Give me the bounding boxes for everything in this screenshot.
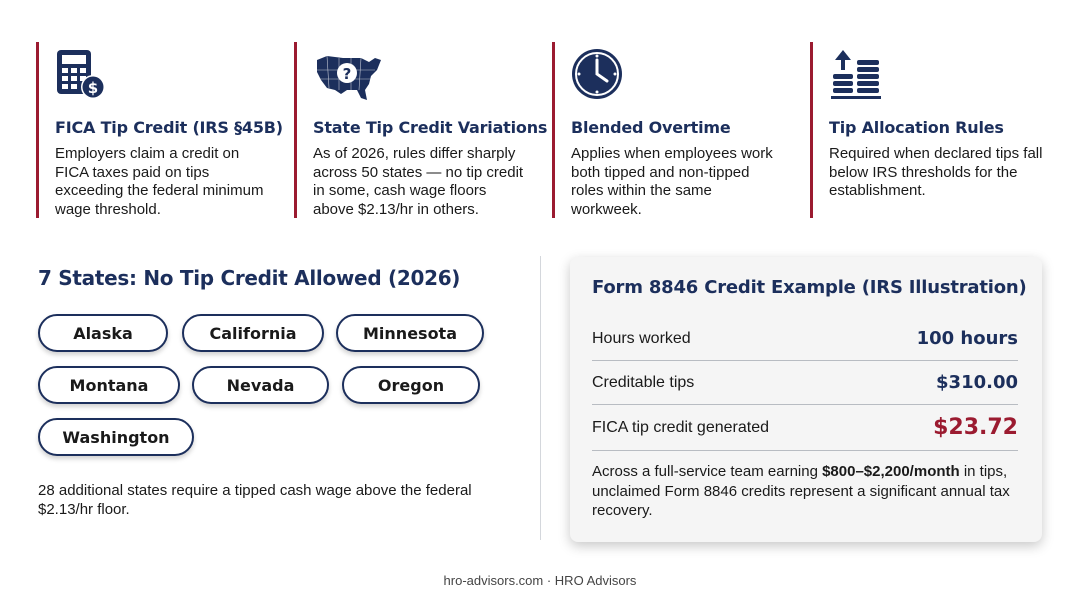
card-text: Applies when employees work both tipped and non-tipped roles within the same workweek. xyxy=(571,145,773,218)
row-value: 100 hours xyxy=(916,328,1018,349)
row-label: FICA tip credit generated xyxy=(592,418,769,436)
panel-note-text-end: in tips, unclaimed Form 8846 credits represent a significant annual tax recovery. xyxy=(592,463,1010,519)
row-label: Hours worked xyxy=(592,329,691,347)
card-text: Required when declared tips fall below IRS thresholds for the establishment. xyxy=(829,145,1043,199)
row-value-highlight: $23.72 xyxy=(933,415,1018,440)
us-map-question-icon xyxy=(313,48,377,108)
additional-states-note: 28 additional states require a tipped cash wage above the federal $2.13/hr floor. xyxy=(38,482,472,518)
calculator-dollar-icon xyxy=(55,48,119,108)
row-label: Creditable tips xyxy=(592,373,695,391)
no-tip-credit-title: 7 States: No Tip Credit Allowed (2026) xyxy=(38,266,461,290)
card-text: As of 2026, rules differ sharply across 50 states — no tip credit in some, cash wage floors above $2.13/hr in others. xyxy=(313,145,524,218)
state-pill: California xyxy=(182,314,324,352)
svg-text:?: ? xyxy=(342,65,352,83)
panel-note xyxy=(592,462,1024,521)
row-value: $310.00 xyxy=(936,372,1018,393)
section-divider xyxy=(540,256,541,540)
card-title: Tip Allocation Rules xyxy=(829,118,1004,137)
example-row-credit xyxy=(592,405,1018,451)
example-row-hours xyxy=(592,317,1018,361)
panel-note-text: Across a full-service team earning xyxy=(592,463,823,480)
card-fica-tip-credit xyxy=(36,42,283,218)
state-pill: Alaska xyxy=(38,314,168,352)
card-text: Employers claim a credit on FICA taxes paid on tips exceeding the federal minimum wage threshold. xyxy=(55,145,264,218)
card-title: State Tip Credit Variations xyxy=(313,118,548,137)
svg-text:$: $ xyxy=(87,79,99,97)
card-title: Blended Overtime xyxy=(571,118,731,137)
state-pill: Nevada xyxy=(192,366,329,404)
card-tip-allocation xyxy=(810,42,1050,218)
state-pill: Washington xyxy=(38,418,194,456)
form-8846-example-panel xyxy=(570,257,1042,542)
state-pill: Minnesota xyxy=(336,314,484,352)
card-blended-overtime xyxy=(552,42,792,218)
feature-cards xyxy=(36,42,1056,218)
state-pill: Montana xyxy=(38,366,180,404)
panel-title: Form 8846 Credit Example (IRS Illustration) xyxy=(592,277,1027,298)
example-row-tips xyxy=(592,361,1018,405)
card-title: FICA Tip Credit (IRS §45B) xyxy=(55,118,283,137)
panel-note-bold: $800–$2,200/month xyxy=(822,463,960,480)
state-pill: Oregon xyxy=(342,366,480,404)
card-state-tip-credit xyxy=(294,42,548,218)
footer-credit: hro-advisors.com · HRO Advisors xyxy=(443,573,637,588)
coin-stacks-arrow-icon xyxy=(829,48,893,108)
clock-icon xyxy=(571,48,635,108)
